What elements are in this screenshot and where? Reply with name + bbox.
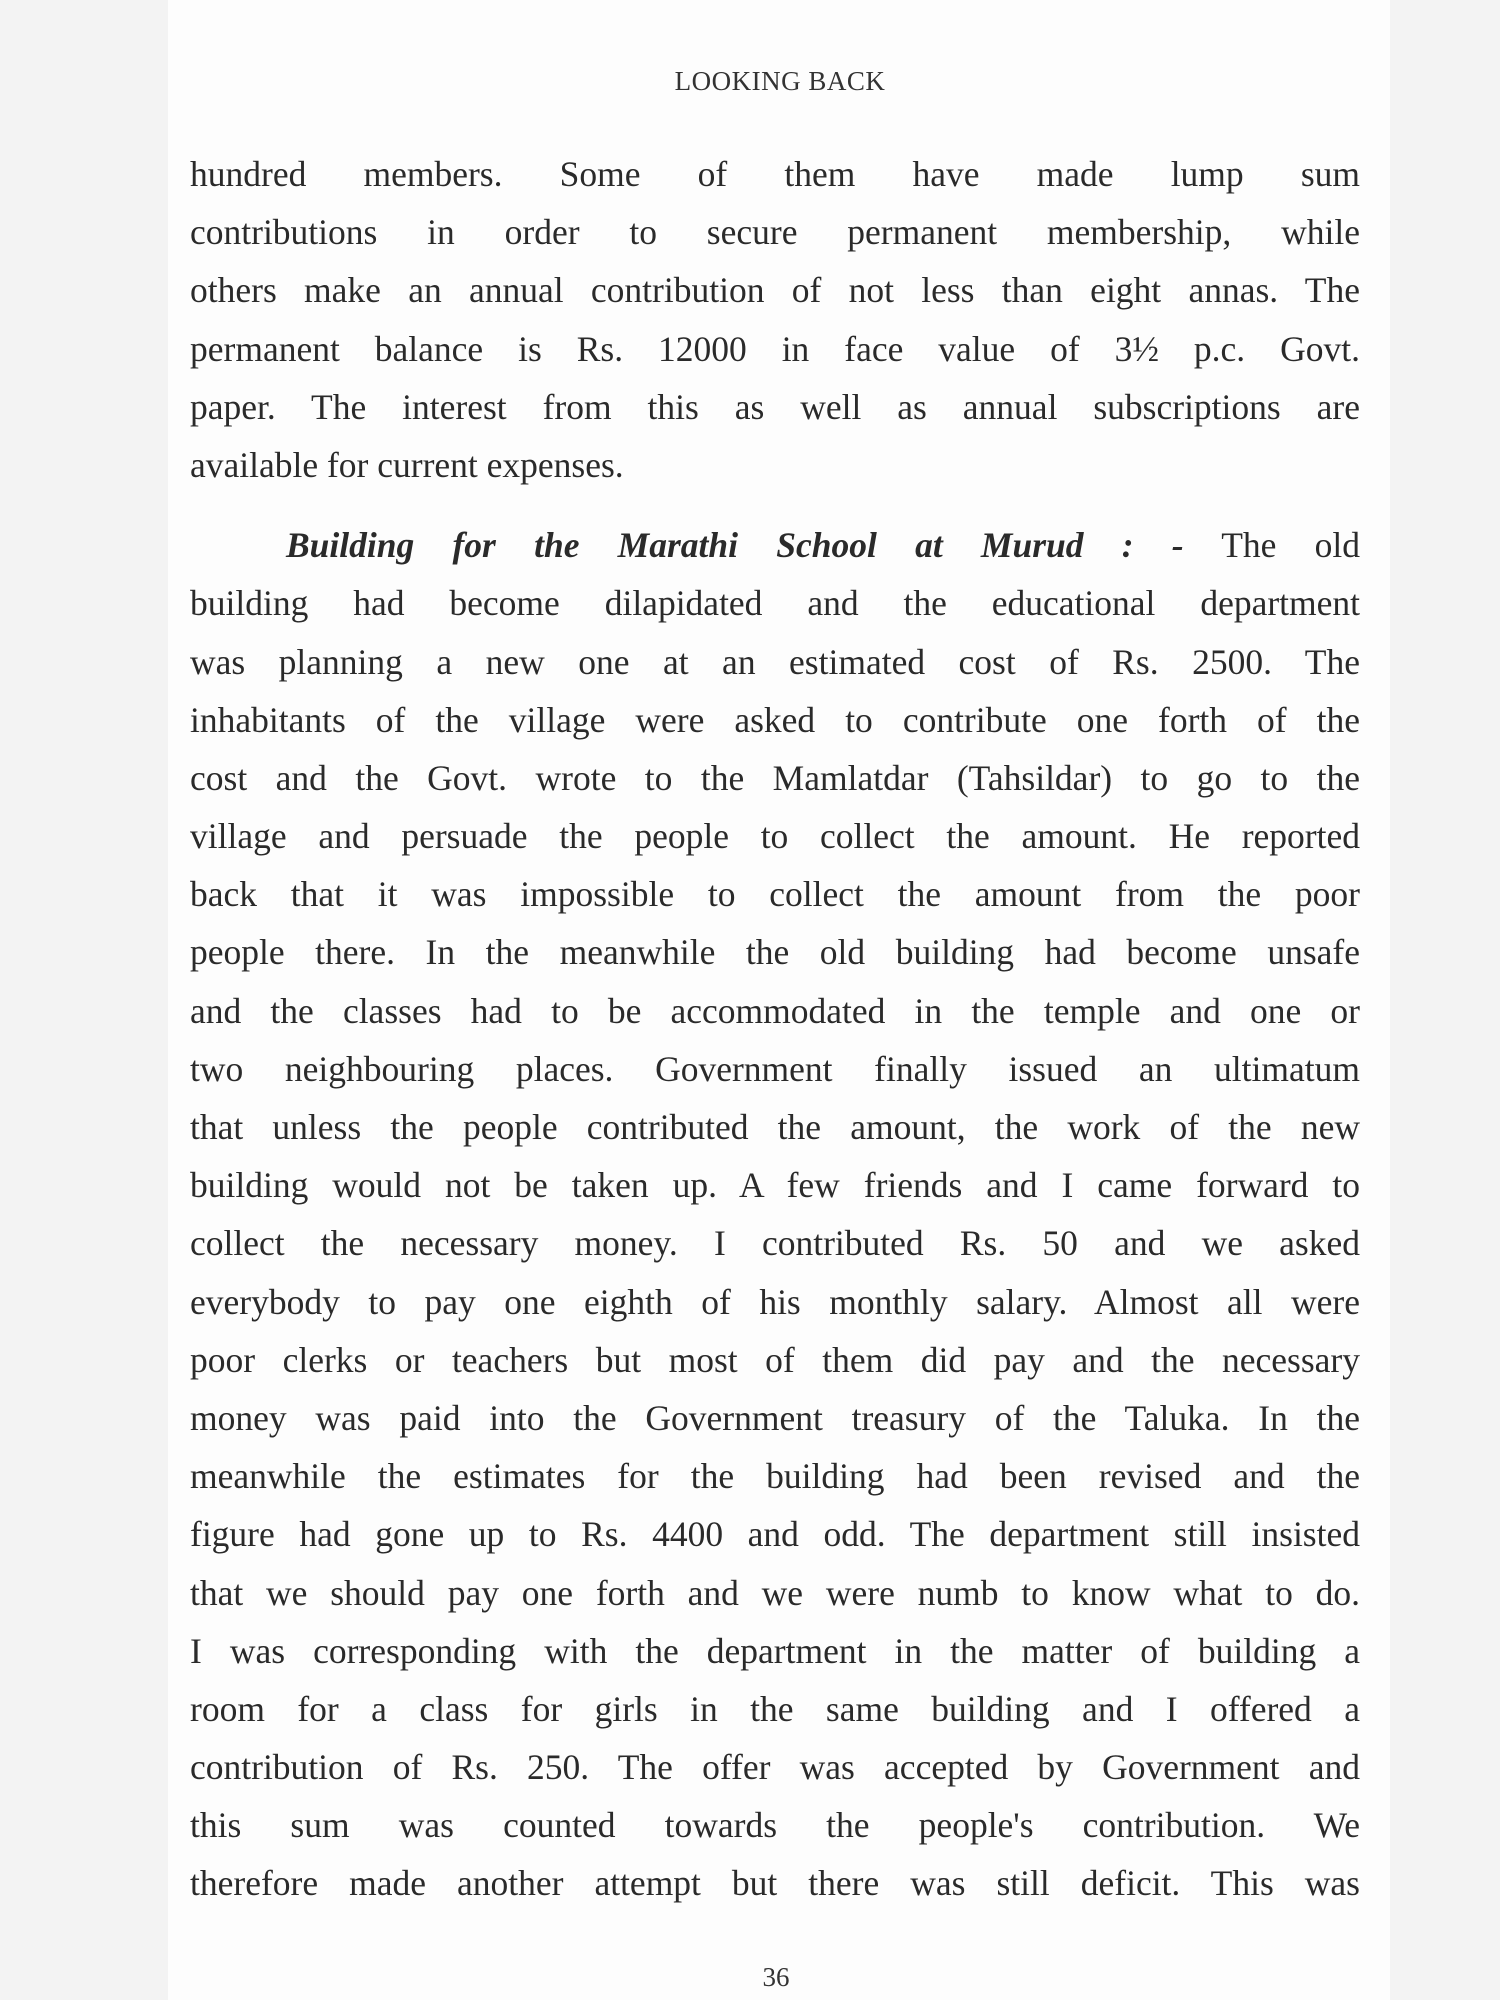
page-number: 36 [762, 1962, 790, 1992]
text-line: building had become dilapidated and the educational department [190, 583, 1360, 624]
text-line: inhabitants of the village were asked to contribute one forth of the [190, 699, 1360, 740]
text-line: available for current expenses. [190, 444, 624, 485]
first-line-text: The old [1221, 525, 1360, 566]
text-line: hundred members. Some of them have made lump sum [190, 154, 1360, 194]
text-line: contribution of Rs. 250. The offer was accepted by Government and [190, 1747, 1360, 1788]
text-line: two neighbouring places. Government finally issued an ultimatum [190, 1048, 1360, 1089]
page-body [190, 145, 1360, 1913]
text-line: and the classes had to be accommodated in the temple and one or [190, 990, 1360, 1031]
paragraph-first-line [190, 516, 1360, 574]
text-line: contributions in order to secure permanent membership, while [190, 212, 1360, 253]
text-line: village and persuade the people to collect the amount. He reported [190, 816, 1360, 857]
text-line: collect the necessary money. I contributed Rs. 50 and we asked [190, 1223, 1360, 1264]
text-line: building would not be taken up. A few friends and I came forward to [190, 1165, 1360, 1206]
text-line: I was corresponding with the department in the matter of building a [190, 1630, 1360, 1671]
text-line: cost and the Govt. wrote to the Mamlatdar (Tahsildar) to go to the [190, 757, 1360, 798]
text-line: that unless the people contributed the amount, the work of the new [190, 1107, 1360, 1147]
text-line: poor clerks or teachers but most of them did pay and the necessary [190, 1339, 1360, 1380]
paragraph-membership [190, 145, 1360, 494]
section-heading: Building for the Marathi School at Murud : - [286, 525, 1184, 566]
text-line: meanwhile the estimates for the building had been revised and the [190, 1456, 1360, 1497]
text-line: others make an annual contribution of not less than eight annas. The [190, 270, 1360, 311]
text-line: that we should pay one forth and we were numb to know what to do. [190, 1572, 1360, 1613]
text-line: this sum was counted towards the people's contribution. We [190, 1805, 1360, 1846]
text-line: people there. In the meanwhile the old building had become unsafe [190, 932, 1360, 973]
text-line: back that it was impossible to collect the amount from the poor [190, 874, 1360, 915]
text-line: figure had gone up to Rs. 4400 and odd. The department still insisted [190, 1514, 1360, 1555]
text-line: therefore made another attempt but there was still deficit. This was [190, 1863, 1360, 1904]
text-line: room for a class for girls in the same building and I offered a [190, 1688, 1360, 1729]
text-line: money was paid into the Government treasury of the Taluka. In the [190, 1397, 1360, 1438]
paragraph-marathi-school [190, 516, 1360, 1913]
text-line: permanent balance is Rs. 12000 in face value of 3½ p.c. Govt. [190, 328, 1360, 369]
running-header: LOOKING BACK [674, 66, 886, 96]
text-line: everybody to pay one eighth of his monthly salary. Almost all were [190, 1281, 1360, 1322]
text-line: paper. The interest from this as well as annual subscriptions are [190, 386, 1360, 427]
text-line: was planning a new one at an estimated cost of Rs. 2500. The [190, 641, 1360, 682]
